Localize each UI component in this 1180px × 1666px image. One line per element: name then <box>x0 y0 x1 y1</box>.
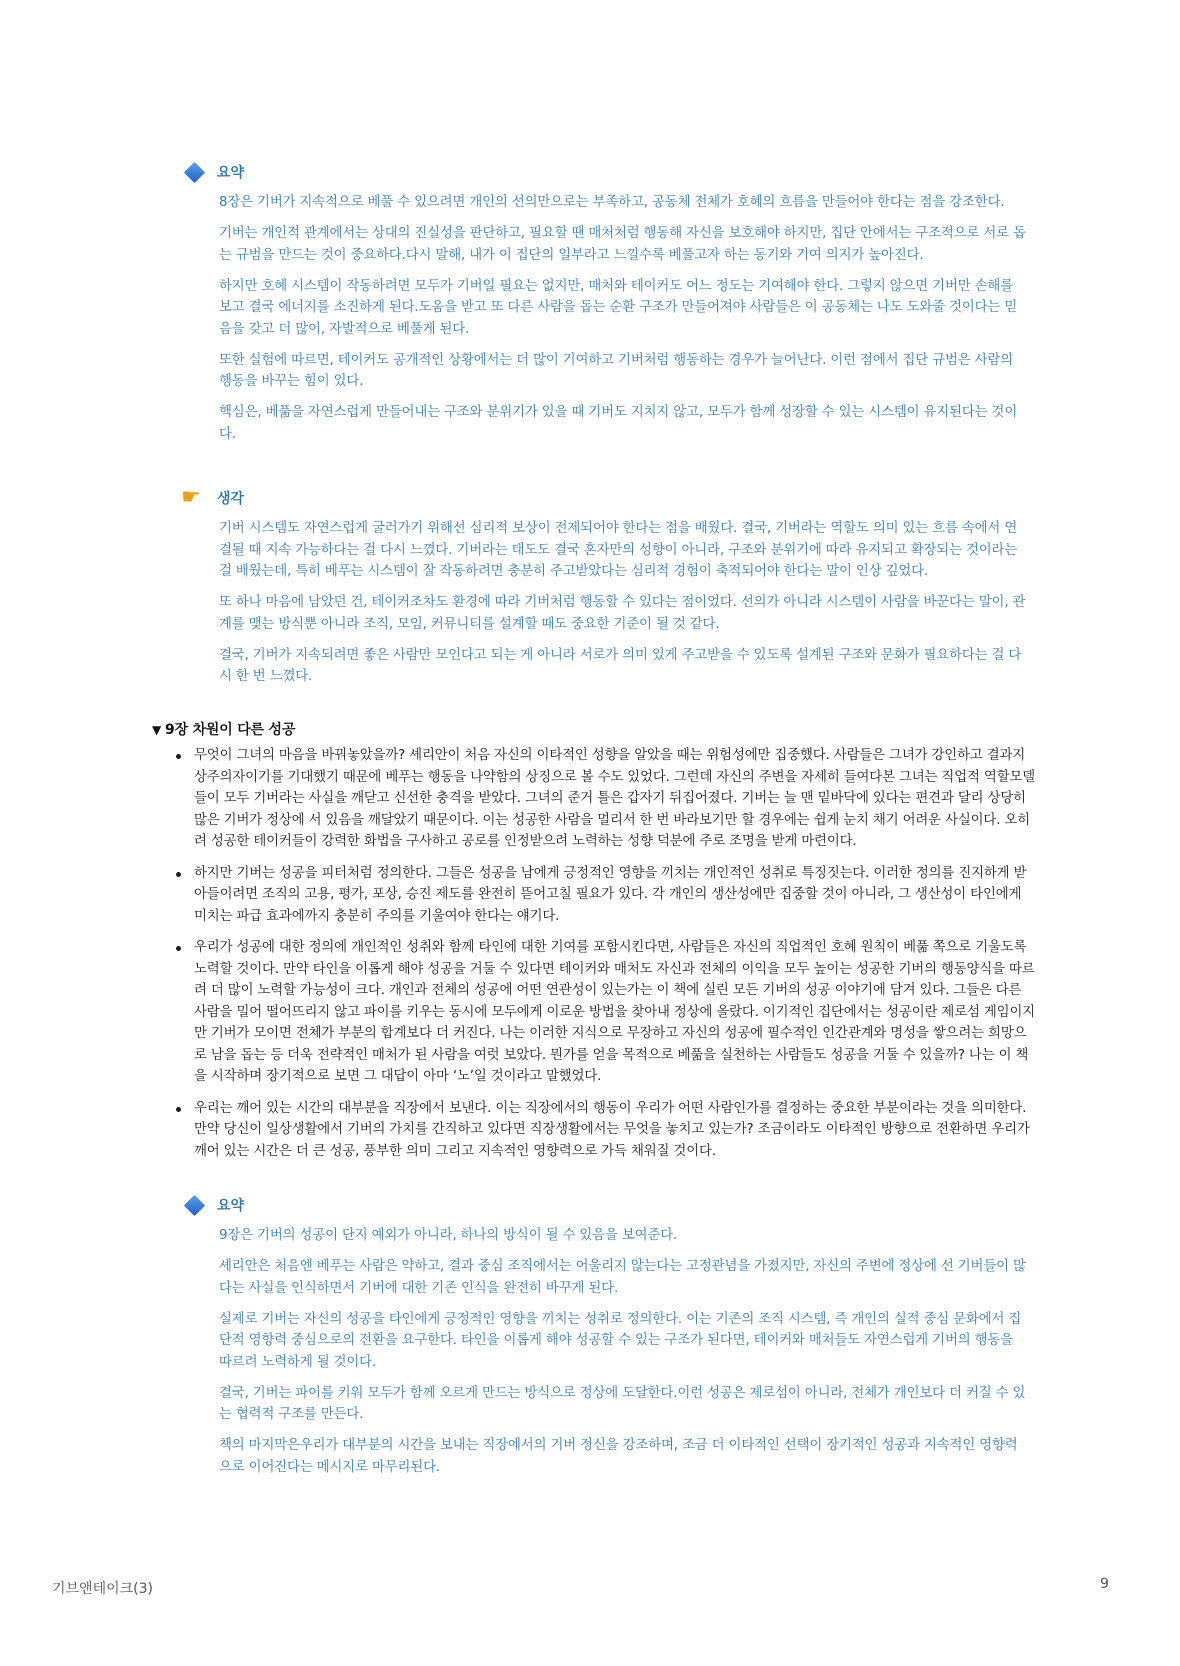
callout-header <box>183 160 1023 184</box>
summary-callout-ch9 <box>183 1193 1026 1488</box>
callout-paragraph: 기버 시스템도 자연스럽게 굴러가기 위해선 심리적 보상이 전제되어야 한다는 점을 배웠다. 결국, 기버라는 역할도 의미 있는 흐름 속에서 연결될 때 지속 가능하다는 걸 다시 느꼈다. 기버라는 태도도 결국 혼자만의 성향이 아니라, 구조와 분위기에 따라 유지되고 확장되는 것이라는 걸 배웠는데, 특히 베푸는 시스템이 잘 작동하려면 충분히 주고받았다는 심리적 경험이 축적되어야 한다는 말이 인상 깊었다. <box>219 521 1018 579</box>
chapter9-toggle-heading[interactable] <box>152 719 295 739</box>
callout-paragraph: 결국, 기버는 파이를 키워 모두가 함께 오르게 만드는 방식으로 정상에 도달한다.이런 성공은 제로섬이 아니라, 전체가 개인보다 더 커질 수 있는 협력적 구조를 만든다. <box>219 1385 1026 1422</box>
blue-diamond-icon <box>183 160 217 184</box>
callout-paragraph: 기버는 개인적 관계에서는 상대의 진실성을 판단하고, 필요할 땐 매처처럼 행동해 자신을 보호해야 하지만, 집단 안에서는 구조적으로 서로 돕는 규범을 만드는 것이 중요하다.다시 말해, 내가 이 집단의 일부라고 느낄수록 베풀고자 하는 동기와 기여 의지가 높아진다. <box>219 226 1026 263</box>
chapter9-title: 9장 차원이 다른 성공 <box>165 722 296 738</box>
callout-header <box>183 1193 1023 1217</box>
callout-paragraph: 8장은 기버가 지속적으로 베풀 수 있으려면 개인의 선의만으로는 부족하고, 공동체 전체가 호혜의 흐름을 만들어야 한다는 점을 강조한다. <box>219 195 1005 210</box>
callout-paragraph: 핵심은, 베풂을 자연스럽게 만들어내는 구조와 분위기가 있을 때 기버도 지치지 않고, 모두가 함께 성장할 수 있는 시스템이 유지된다는 것이다. <box>219 405 1018 442</box>
callout-paragraph: 실제로 기버는 자신의 성공을 타인에게 긍정적인 영향을 끼치는 성취로 정의한다. 이는 기존의 조직 시스템, 즉 개인의 실적 중심 문화에서 집단적 영향력 중심으로의 전환을 요구한다. 타인을 이롭게 해야 성공할 수 있는 구조가 된다면, 테이커와 매처들도 자연스럽게 기버의 행동을 따르려 노력하게 될 것이다. <box>219 1311 1022 1370</box>
bullet-dot <box>176 872 181 877</box>
callout-header <box>183 486 1023 510</box>
footer-page-number: 9 <box>1100 1576 1109 1592</box>
callout-paragraph: 또한 실험에 따르면, 테이커도 공개적인 상황에서는 더 많이 기여하고 기버처럼 행동하는 경우가 늘어난다. 이런 점에서 집단 규범은 사람의 행동을 바꾸는 힘이 있다. <box>219 352 1013 389</box>
callout-title: 요약 <box>217 165 245 181</box>
callout-paragraph: 셰리안은 처음엔 베푸는 사람은 약하고, 결과 중심 조직에서는 어울리지 않는다는 고정관념을 가졌지만, 자신의 주변에 정상에 선 기버들이 많다는 사실을 인식하면서 기버에 대한 기존 인식을 완전히 바꾸게 된다. <box>219 1259 1026 1296</box>
callout-body <box>219 1225 1027 1478</box>
list-item <box>170 1098 1036 1163</box>
callout-paragraph: 결국, 기버가 지속되려면 좋은 사람만 모인다고 되는 게 아니라 서로가 의미 있게 주고받을 수 있도록 설계된 구조와 문화가 필요하다는 걸 다시 한 번 느꼈다. <box>219 647 1022 684</box>
toggle-triangle-icon[interactable]: ▼ <box>152 723 162 737</box>
list-item <box>170 863 1036 928</box>
callout-paragraph: 책의 마지막은우리가 대부분의 시간을 보내는 직장에서의 기버 정신을 강조하며, 조금 더 이타적인 선택이 장기적인 성공과 지속적인 영향력으로 이어진다는 메시지로 마무리된다. <box>219 1438 1018 1475</box>
list-item <box>170 745 1036 853</box>
blue-diamond-icon <box>183 1193 217 1217</box>
callout-body <box>219 192 1027 445</box>
pointing-hand-icon: ☛ <box>181 485 201 510</box>
callout-paragraph: 하지만 호혜 시스템이 작동하려면 모두가 기버일 필요는 없지만, 매처와 테이커도 어느 정도는 기여해야 한다. 그렇지 않으면 기버만 손해를 보고 결국 에너지를 소진하게 된다.도움을 받고 또 다른 사람을 돕는 순환 구조가 만들어져야 사람들은 이 공동체는 나도 도와줄 것이다는 믿음을 갖고 더 많이, 자발적으로 베풀게 된다. <box>219 278 1018 337</box>
bullet-dot <box>176 1107 181 1112</box>
bullet-dot <box>176 754 181 759</box>
list-item-text: 우리가 성공에 대한 정의에 개인적인 성취와 함께 타인에 대한 기여를 포함시킨다면, 사람들은 자신의 직업적인 호혜 원칙이 베풂 쪽으로 기울도록 노력할 것이다. 만약 타인을 이롭게 해야 성공을 거둘 수 있다면 테이커와 매처도 자신과 전체의 이익을 모두 높이는 성공한 기버의 행동양식을 따르려 더 많이 노력할 가능성이 크다. 개인과 전체의 성공에 어떤 연관성이 있는가는 이 책에 실린 모든 기버의 성공 이야기에 담겨 있다. 그들은 다른 사람을 밀어 떨어뜨리지 않고 파이를 키우는 동시에 모두에게 이로운 방법을 찾아내 정상에 올랐다. 이기적인 집단에서는 성공이란 제로섬 게임이지만 기버가 모이면 전체가 부분의 합계보다 더 커진다. 나는 이러한 지식으로 무장하고 자신의 성공에 필수적인 인간관계와 명성을 쌓으려는 희망으로 남을 돕는 등 더욱 전략적인 매처가 된 사람을 여럿 보았다. 뭔가를 얻을 목적으로 베풂을 실천하는 사람들도 성공을 거둘 수 있을까? 나는 이 책을 시작하며 장기적으로 보면 그 대답이 아마 ‘노’일 것이라고 말했었다. <box>194 940 1036 1084</box>
list-item-text: 하지만 기버는 성공을 피터처럼 정의한다. 그들은 성공을 남에게 긍정적인 영향을 끼치는 개인적인 성취로 특징짓는다. 이러한 정의를 진지하게 받아들이려면 조직의 고용, 평가, 포상, 승진 제도를 완전히 뜯어고칠 필요가 있다. 각 개인의 생산성에만 집중할 것이 아니라, 그 생산성이 타인에게 미치는 파급 효과에까지 충분히 주의를 기울여야 한다는 얘기다. <box>194 865 1027 924</box>
callout-title: 요약 <box>217 1198 245 1214</box>
list-item-text: 무엇이 그녀의 마음을 바꿔놓았을까? 셰리안이 처음 자신의 이타적인 성향을 알았을 때는 위험성에만 집중했다. 사람들은 그녀가 강인하고 결과지상주의자이기를 기대했기 때문에 베푸는 행동을 나약함의 상징으로 볼 수도 있었다. 그런데 자신의 주변을 자세히 들여다본 그녀는 직업적 역할모델들이 모두 기버라는 사실을 깨닫고 신선한 충격을 받았다. 그녀의 준거 틀은 갑자기 뒤집어졌다. 기버는 늘 맨 밑바닥에 있다는 편견과 달리 상당히 많은 기버가 정상에 서 있음을 깨달았기 때문이다. 이는 성공한 사람을 멀리서 한 번 바라보기만 할 경우에는 쉽게 눈치 채기 어려운 사실이다. 오히려 성공한 테이커들이 강력한 화법을 구사하고 공로를 인정받으려 노력하는 성향 덕분에 주로 조명을 받게 마련이다. <box>194 748 1036 849</box>
footer-document-title: 기브앤테이크(3) <box>52 1581 153 1597</box>
callout-paragraph: 또 하나 마음에 남았던 건, 테이커조차도 환경에 따라 기버처럼 행동할 수 있다는 점이었다. 선의가 아니라 시스템이 사람을 바꾼다는 말이, 관계를 맺는 방식뿐 아니라 조직, 모임, 커뮤니티를 설계할 때도 중요한 기준이 될 것 같다. <box>219 595 1026 632</box>
callout-paragraph: 9장은 기버의 성공이 단지 예외가 아니라, 하나의 방식이 될 수 있음을 보여준다. <box>219 1228 678 1243</box>
summary-callout-ch8 <box>183 160 1026 455</box>
callout-title: 생각 <box>217 491 245 507</box>
list-item <box>170 937 1036 1088</box>
callout-body <box>219 518 1027 688</box>
thought-callout-ch8 <box>181 485 1026 697</box>
list-item-text: 우리는 깨어 있는 시간의 대부분을 직장에서 보낸다. 이는 직장에서의 행동이 우리가 어떤 사람인가를 결정하는 중요한 부분이라는 것을 의미한다. 만약 당신이 일상생활에서 기버의 가치를 간직하고 있다면 직장생활에서는 무엇을 놓치고 있는가? 조금이라도 이타적인 방향으로 전환하면 우리가 깨어 있는 시간은 더 큰 성공, 풍부한 의미 그리고 지속적인 영향력으로 가득 채워질 것이다. <box>194 1100 1030 1159</box>
bullet-dot <box>176 946 181 951</box>
chapter9-bullet-list <box>170 745 1036 1172</box>
